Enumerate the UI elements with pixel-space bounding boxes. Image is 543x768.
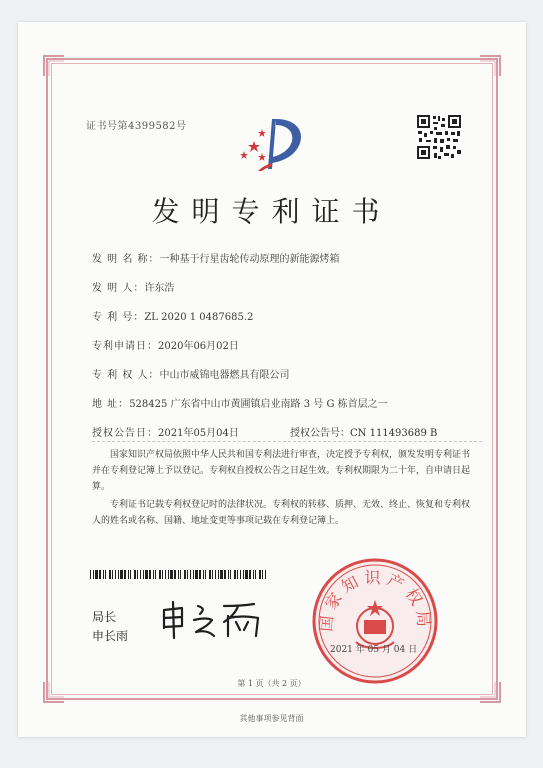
invention-name-label: 发 明 名 称： [92, 254, 160, 265]
grant-number-label: 授权公告号： [290, 428, 350, 439]
field-address [92, 395, 388, 410]
filing-date-label: 专利申请日： [92, 341, 158, 352]
handwritten-signature [158, 598, 268, 640]
divider-line [92, 441, 482, 442]
patent-number-value: ZL 2020 1 0487685.2 [144, 312, 254, 323]
address-value: 528425 广东省中山市黄圃镇启业南路 3 号 G 栋首层之一 [129, 399, 388, 410]
field-patentee [92, 366, 290, 381]
inventor-value: 许东浩 [144, 283, 175, 294]
field-grant-date [92, 424, 239, 439]
field-patent-number [92, 308, 253, 323]
filing-date-value: 2020年06月02日 [158, 341, 239, 352]
corner-ornament-top-left [42, 54, 66, 78]
signatory-name: 申长雨 [92, 629, 129, 643]
field-inventor [92, 279, 174, 294]
field-invention-name [92, 250, 340, 265]
qr-code-icon [416, 114, 462, 160]
inventor-label: 发 明 人： [92, 283, 145, 294]
patentee-value: 中山市威锦电器燃具有限公司 [159, 370, 290, 381]
invention-name-value: 一种基于行星齿轮传动原理的新能源烤箱 [159, 254, 340, 265]
signature-title: 局长 [92, 610, 117, 624]
grant-date-value: 2021年05月04日 [158, 428, 239, 439]
cnipa-logo-icon [232, 113, 312, 175]
barcode-icon [90, 570, 270, 579]
address-label: 地 址： [92, 399, 130, 410]
grant-date-label: 授权公告日： [92, 428, 158, 439]
patentee-label: 专 利 权 人： [92, 370, 160, 381]
page-indicator: 第 1 页（共 2 页） [237, 679, 306, 688]
patent-number-label: 专 利 号： [92, 312, 145, 323]
seal-date: 2021 年 05 月 04 日 [330, 645, 418, 655]
field-grant-number [290, 424, 437, 439]
legal-status-paragraph: 专利证书记载专利权登记时的法律状况。专利权的转移、质押、无效、终止、恢复和专利权人的姓名或名称、国籍、地址变更等事项记载在专利登记簿上。 [92, 500, 471, 526]
seal-text: 国家知识产权局 [316, 568, 434, 633]
field-filing-date [92, 337, 239, 352]
certificate-title: 发明专利证书 [151, 195, 392, 228]
corner-ornament-top-right [478, 54, 502, 78]
footer-note: 其他事项参见背面 [239, 714, 304, 723]
official-seal-stamp [310, 556, 440, 686]
certificate-number: 证书号第4399582号 [86, 121, 187, 132]
grant-statement-paragraph: 国家知识产权局依照中华人民共和国专利法进行审查，决定授予专利权，颁发发明专利证书并在专利登记簿上予以登记。专利权自授权公告之日起生效。专利权期限为二十年，自申请日起算。 [92, 450, 471, 492]
grant-number-value: CN 111493689 B [350, 428, 438, 439]
